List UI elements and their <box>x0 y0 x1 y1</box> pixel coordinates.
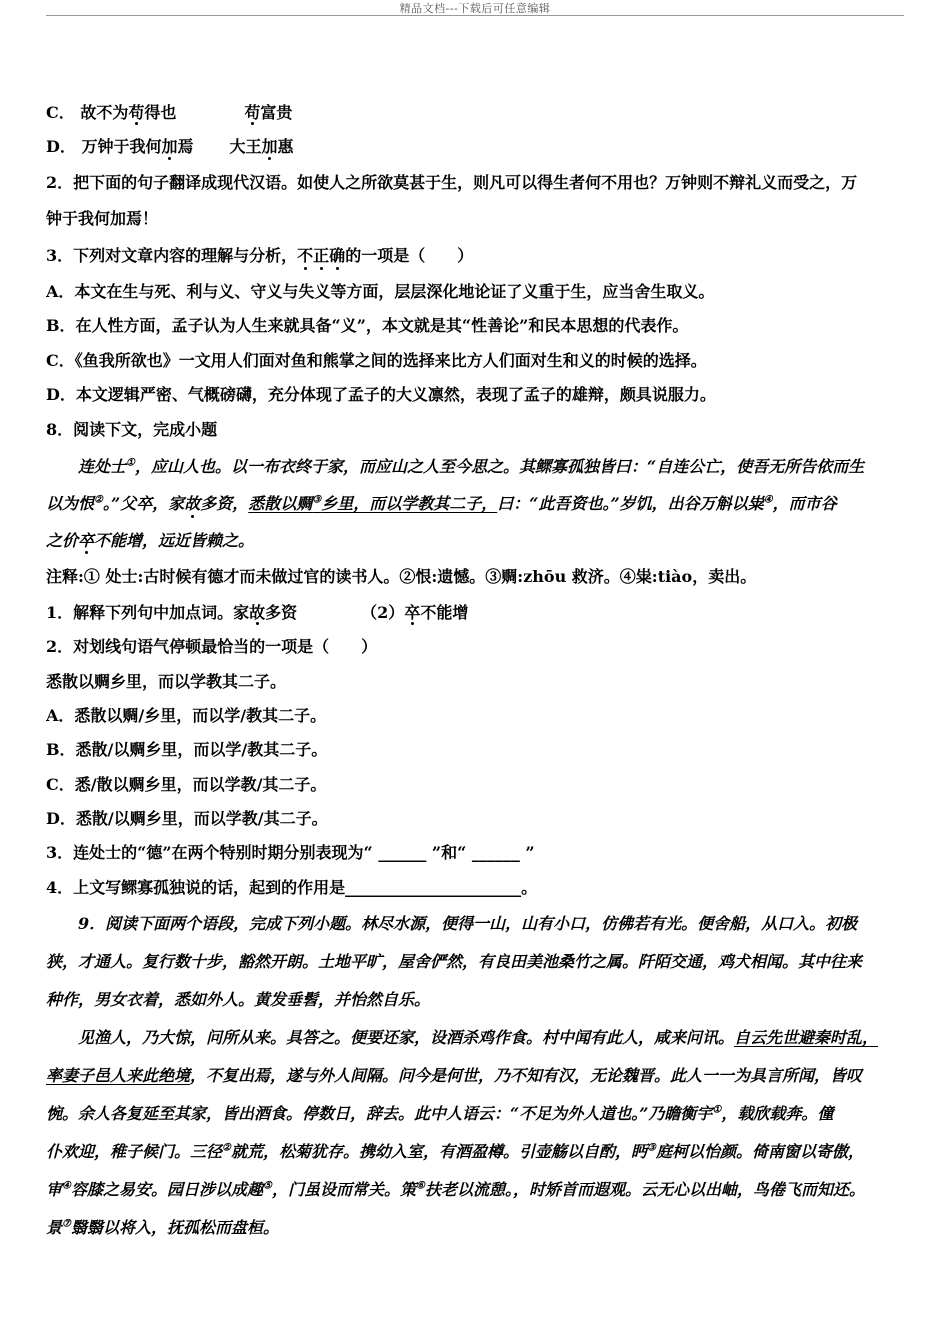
underlined-sentence: 率妻子邑人来此绝境 <box>46 1065 191 1085</box>
question-3-option-a: A．本文在生与死、利与义、守义与失义等方面，层层深化地论证了义重于生，应当舍生取义。 <box>46 281 715 301</box>
question-3-option-d: D．本文逻辑严密、气概磅礴，充分体现了孟子的大义凛然，表现了孟子的雄辩，颇具说服力。 <box>46 384 716 404</box>
subquestion-2-option-d: D．悉散/以赒乡里，而以学教/其二子。 <box>46 808 328 828</box>
emphasis-char: 故 <box>184 486 200 523</box>
emphasis-char: 确 <box>329 238 345 275</box>
passage-9-line-4: 见渔人，乃大惊，问所从来。具答之。便要还家，设酒杀鸡作食。村中闻有此人，咸来问讯。自云先世避秦时乱， <box>78 1027 879 1047</box>
header-divider <box>46 15 904 16</box>
passage-8-notes: 注释:① 处士:古时候有德才而未做过官的读书人。②恨:遗憾。③赒:zhōu 救济。④粜:tiào，卖出。 <box>46 567 757 587</box>
passage-9-line-6: 惋。余人各复延至其家，皆出酒食。停数日，辞去。此中人语云：“不足为外人道也。”乃瞻衡宇①，载欣载奔。僮 <box>46 1103 834 1123</box>
option-d-line: D． 万钟于我何加焉 大王加惠 <box>46 130 914 164</box>
question-2-line-1: 2．把下面的句子翻译成现代汉语。如使人之所欲莫甚于生，则凡可以得生者何不用也？万钟则不辩礼义而受之，万 <box>46 172 858 192</box>
emphasis-char: 加 <box>161 130 177 164</box>
subquestion-4: 4．上文写鳏寡孤独说的话，起到的作用是______________________。 <box>46 877 538 897</box>
passage-9-line-1: 9．阅读下面两个语段，完成下列小题。林尽水源，便得一山，山有小口，仿佛若有光。便舍船，从口入。初极 <box>78 913 858 933</box>
subquestion-2-option-a: A．悉散以赒/乡里，而以学/教其二子。 <box>46 706 327 726</box>
passage-8-line-3: 之价卒不能增，远近皆赖之。 <box>46 523 914 560</box>
underlined-sentence: 自云先世避秦时乱， <box>734 1027 879 1047</box>
passage-8-line-1: 连处士①，应山人也。以一布衣终于家，而应山之人至今思之。其鳏寡孤独皆曰：“自连公亡，使吾无所告依而生 <box>78 456 865 476</box>
question-8-title: 8．阅读下文，完成小题 <box>46 420 218 440</box>
passage-9-line-2: 狭，才通人。复行数十步，豁然开朗。土地平旷，屋舍俨然，有良田美池桑竹之属。阡陌交通，鸡犬相闻。其中往来 <box>46 951 863 971</box>
question-3-option-b: B．在人性方面，孟子认为人生来就具备“义”，本文就是其“性善论”和民本思想的代表作。 <box>46 316 689 336</box>
emphasis-char: 苟 <box>128 96 144 130</box>
question-3-stem: 3．下列对文章内容的理解与分析，不正确的一项是（ ） <box>46 238 914 275</box>
option-c-line: C． 故不为苟得也 苟富贵 <box>46 96 914 130</box>
emphasis-char: 加 <box>262 130 278 164</box>
emphasis-char: 故 <box>249 596 265 630</box>
passage-9-line-8: 审④容膝之易安。园日涉以成趣⑤，门虽设而常关。策⑥扶老以流憩。，时矫首而遐观。云无心以出岫，鸟倦飞而知还。 <box>46 1179 865 1199</box>
subquestion-3: 3．连处士的“德”在两个特别时期分别表现为“ ______ ”和“ ______ ” <box>46 843 535 863</box>
emphasis-char: 卒 <box>404 596 420 630</box>
passage-8-line-2: 以为恨②。”父卒，家故多资，悉散以赒③乡里，而以学教其二子，曰：“此吾资也。”岁饥，出谷万斛以粜④，而市谷 <box>46 486 914 523</box>
passage-9-line-9: 景⑦翳翳以将入，抚孤松而盘桓。 <box>46 1217 279 1237</box>
emphasis-char: 不 <box>297 238 313 275</box>
answer-blank: ______________________ <box>345 877 522 897</box>
passage-9-line-7: 仆欢迎，稚子候门。三径②就荒，松菊犹存。携幼入室，有酒盈樽。引壶觞以自酌，眄③庭柯以怡颜。倚南窗以寄傲， <box>46 1141 864 1161</box>
emphasis-char: 苟 <box>244 96 260 130</box>
question-2-line-2: 钟于我何加焉！ <box>46 209 159 229</box>
emphasis-char: 卒 <box>78 523 94 560</box>
passage-9-line-3: 种作，男女衣着，悉如外人。黄发垂髫，并怡然自乐。 <box>46 989 431 1009</box>
emphasis-char: 正 <box>313 238 329 275</box>
subquestion-2: 2．对划线句语气停顿最恰当的一项是（ ） <box>46 637 378 657</box>
subquestion-2-option-b: B．悉散/以赒乡里，而以学/教其二子。 <box>46 740 328 760</box>
passage-9-line-5: 率妻子邑人来此绝境，不复出焉，遂与外人间隔。问今是何世，乃不知有汉，无论魏晋。此人一一为具言所闻，皆叹 <box>46 1065 863 1085</box>
subquestion-2-sentence: 悉散以赒乡里，而以学教其二子。 <box>46 671 287 691</box>
page-header: 精品文档---下载后可任意编辑 <box>399 2 551 15</box>
question-3-option-c: C．《鱼我所欲也》一文用人们面对鱼和熊掌之间的选择来比方人们面对生和义的时候的选择。 <box>46 350 707 370</box>
subquestion-2-option-c: C．悉/散以赒乡里，而以学教/其二子。 <box>46 774 327 794</box>
document-body <box>46 96 914 1247</box>
underlined-sentence: 悉散以赒③乡里，而以学教其二子， <box>248 493 498 513</box>
subquestion-1: 1．解释下列句中加点词。家故多资 （2）卒不能增 <box>46 596 914 630</box>
